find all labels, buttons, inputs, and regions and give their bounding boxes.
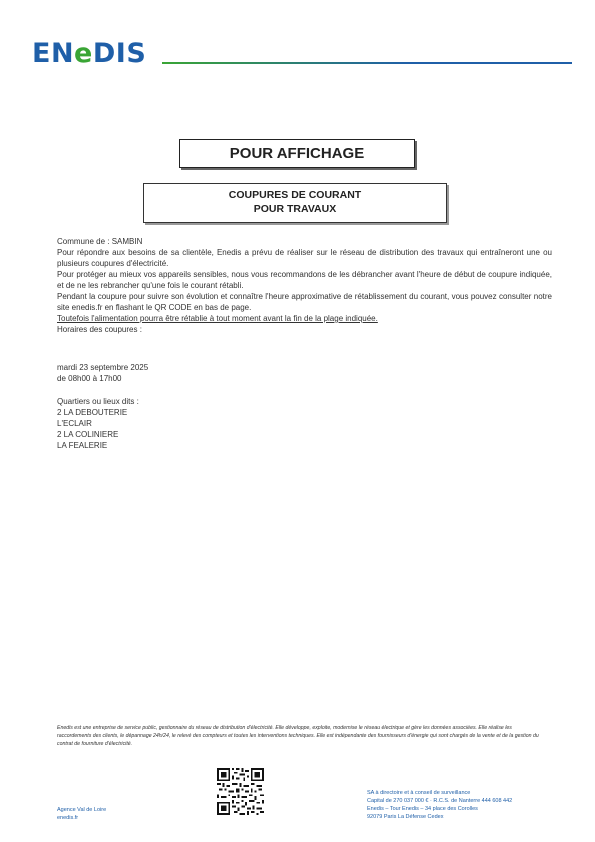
company-line-2: Capital de 270 037 000 € · R.C.S. de Nanterre 444 608 442 (367, 798, 513, 804)
schedule-label: Horaires des coupures : (57, 325, 142, 334)
company-line-4: 92079 Paris La Défense Cedex (367, 814, 444, 820)
legal-notice: Enedis est une entreprise de service public, gestionnaire du réseau de distribution d'électricité. Elle développe, exploite, modernise le réseau électrique et gère les données associées. Elle réalise les raccordements des clients, le dépannage 24h/24, le relevé des compteurs et toutes les interventions techniques. Elle est indépendante des fournisseurs d'énergie qui sont chargés de la vente et de la gestion du contrat de fourniture d'électricité. (57, 725, 539, 747)
agency-name: Agence Val de Loire (57, 807, 107, 813)
poster-title: POUR AFFICHAGE (179, 139, 415, 168)
company-line-1: SA à directoire et à conseil de surveillance (367, 790, 471, 796)
brand-divider-line (162, 62, 572, 64)
notice-body (57, 236, 552, 451)
commune-line: Commune de : SAMBIN (57, 237, 143, 246)
company-line-3: Enedis – Tour Enedis – 34 place des Corolles (367, 806, 478, 812)
place-item: LA FEALERIE (57, 441, 108, 450)
logo-text-green: e (74, 38, 93, 69)
place-item: L'ECLAIR (57, 419, 92, 428)
qr-code-icon[interactable] (217, 768, 264, 815)
paragraph-restore-warning: Toutefois l'alimentation pourra être rétablie à tout moment avant la fin de la plage indiquée. (57, 314, 378, 323)
logo-text-blue-1: EN (32, 38, 75, 69)
outage-date: mardi 23 septembre 2025 (57, 363, 149, 372)
enedis-logo (32, 38, 146, 69)
agency-website-link[interactable]: enedis.fr (57, 815, 79, 821)
paragraph-intro: Pour répondre aux besoins de sa clientèle, Enedis a prévu de réaliser sur le réseau de distribution des travaux qui entraîneront une ou plusieurs coupures d'électricité. (57, 248, 552, 268)
subtitle-box (143, 183, 447, 223)
subtitle-line-2: POUR TRAVAUX (253, 203, 337, 215)
place-item: 2 LA DEBOUTERIE (57, 408, 128, 417)
paragraph-protect: Pour protéger au mieux vos appareils sensibles, nous vous recommandons de les débrancher avant l'heure de début de coupure indiquée, et de ne les rebrancher qu'une fois le courant rétabli. (57, 270, 552, 290)
agency-block (57, 806, 106, 822)
company-info (367, 789, 512, 821)
logo-text-blue-2: DIS (92, 38, 147, 69)
subtitle-line-1: COUPURES DE COURANT (228, 189, 362, 201)
outage-time: de 08h00 à 17h00 (57, 374, 122, 383)
places-label: Quartiers ou lieux dits : (57, 397, 139, 406)
paragraph-follow: Pendant la coupure pour suivre son évolution et connaître l'heure approximative de rétablissement du courant, vous pouvez consulter notre site enedis.fr en flashant le QR CODE en bas de page. (57, 292, 552, 312)
place-item: 2 LA COLINIERE (57, 430, 119, 439)
